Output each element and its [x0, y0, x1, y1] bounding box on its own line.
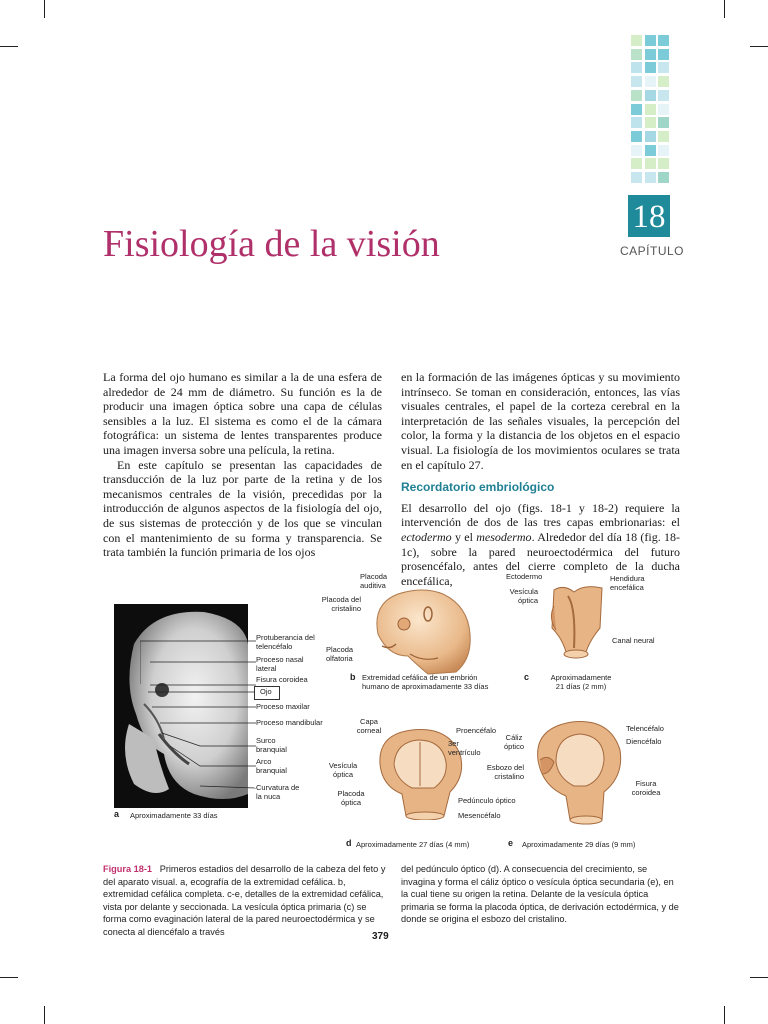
- grid-square: [658, 104, 669, 115]
- paragraph: en la formación de las imágenes ópticas y su movimiento intrínseco. Se toman en consideración, entonces, las vías visuales centrales, el papel de la corteza cerebral en la interpretación de las señales visuales, la percepción del color, la forma y la distancia de los objetos en el espacio visual. La fisiología de los movimientos oculares se trata en el capítulo 27.: [401, 370, 680, 472]
- figure-caption-right: del pedúnculo óptico (d). A consecuencia del crecimiento, se invagina y forma el cáliz óptico o vesícula óptica secundaria (e), en la cual tiene su origen la retina. Delante de la vesícula óptica primaria se forma la placoda óptica, de derivación ectodérmica, y de donde se origina el esbozo del cristalino.: [401, 864, 679, 925]
- crop-mark: [0, 46, 18, 47]
- grid-square: [631, 145, 642, 156]
- panel-letter-e: e: [508, 838, 514, 848]
- label-esbozo: Esbozo del cristalino: [486, 763, 524, 781]
- chapter-number-badge: 18: [628, 195, 670, 237]
- label-caliz-optico: Cáliz óptico: [503, 733, 524, 751]
- body-right-column: [401, 370, 680, 588]
- crop-mark: [724, 0, 725, 18]
- crop-mark: [44, 1006, 45, 1024]
- grid-square: [658, 145, 669, 156]
- optic-cup-illustration: [530, 716, 626, 826]
- label-curvatura: Curvatura de la nuca: [256, 783, 300, 801]
- panel-c-caption: Aproximadamente 21 días (2 mm): [550, 673, 612, 691]
- grid-square: [658, 158, 669, 169]
- crop-mark: [44, 0, 45, 18]
- grid-square: [645, 35, 656, 46]
- grid-square: [658, 62, 669, 73]
- grid-square: [631, 104, 642, 115]
- figure-caption-left: Figura 18-1 Primeros estadios del desarrollo de la cabeza del feto y del aparato visual. a, ecografía de la extremidad cefálica. b, extremidad cefálica completa. c-e, detalles de la extremidad cefálica, vista por delante y seccionada. La vesícula óptica primaria (c) se forma como evaginación lateral de la pared neuroectodérmica y se conecta al diencéfalo a través: [103, 864, 386, 937]
- section-heading: Recordatorio embriológico: [401, 480, 555, 495]
- grid-square: [658, 35, 669, 46]
- label-diencefalo: Diencéfalo: [626, 737, 662, 746]
- grid-square: [645, 117, 656, 128]
- body-left-column: [103, 370, 382, 560]
- paragraph: En este capítulo se presentan las capacidades de transducción de la luz por parte de la retina y de los mecanismos centrales de la visión, precedidas por la introducción de algunos aspectos de la fisiología del ojo, de sus sistemas de protección y de los que se vinculan con el mantenimiento de su forma y transparencia. Se trata también la función primaria de los ojos: [103, 457, 382, 560]
- paragraph: El desarrollo del ojo (figs. 18-1 y 18-2) requiere la intervención de dos de las tres capas embrionarias: el ectodermo y el mesodermo. Alrededor del día 18 (fig. 18-1c), sobre la pared neuroectodérmica del futuro prosencéfalo, antes del cierre completo de la ducha encefálica,: [401, 500, 681, 588]
- label-hendidura: Hendidura encefálica: [610, 574, 645, 592]
- grid-square: [645, 131, 656, 142]
- label-ectodermo: Ectodermo: [506, 572, 543, 581]
- panel-letter-d: d: [346, 838, 352, 848]
- grid-square: [631, 117, 642, 128]
- label-proceso-nasal: Proceso nasal lateral: [256, 655, 304, 673]
- leader-lines: [140, 636, 260, 806]
- grid-square: [658, 76, 669, 87]
- label-proceso-maxilar: Proceso maxilar: [256, 702, 310, 711]
- label-fisura-coroidea-a: Fisura coroidea: [256, 675, 308, 684]
- label-proencefalo: Proencéfalo: [456, 726, 497, 735]
- label-placoda-optica: Placoda óptica: [337, 789, 365, 807]
- label-fisura-coroidea-e: Fisura coroidea: [631, 779, 661, 797]
- label-vesicula-d: Vesícula óptica: [328, 761, 358, 779]
- grid-square: [631, 131, 642, 142]
- label-telencefalo: Telencéfalo: [626, 724, 664, 733]
- grid-square: [631, 90, 642, 101]
- embryo-head-illustration: [368, 584, 480, 676]
- grid-square: [645, 62, 656, 73]
- crop-mark: [750, 46, 768, 47]
- label-canal-neural: Canal neural: [612, 636, 655, 645]
- optic-vesicle-illustration: [546, 578, 610, 664]
- label-vesicula-c: Vesícula óptica: [509, 587, 538, 605]
- panel-letter-a: a: [114, 809, 120, 819]
- grid-square: [631, 35, 642, 46]
- panel-e-caption: Aproximadamente 29 días (9 mm): [522, 840, 636, 849]
- label-ojo: Ojo: [260, 687, 272, 696]
- panel-b-caption: Extremidad cefálica de un embrión humano de aproximadamente 33 días: [362, 673, 489, 691]
- label-3er-ventriculo: 3er ventrículo: [448, 739, 481, 757]
- grid-square: [645, 104, 656, 115]
- panel-letter-c: c: [524, 672, 530, 682]
- grid-square: [645, 90, 656, 101]
- label-placoda-auditiva: Placoda auditiva: [360, 572, 388, 590]
- label-pedunculo: Pedúnculo óptico: [458, 796, 516, 805]
- chapter-label: CAPÍTULO: [620, 244, 685, 258]
- grid-square: [658, 131, 669, 142]
- label-protuberancia: Protuberancia del telencéfalo: [256, 633, 315, 651]
- grid-square: [645, 76, 656, 87]
- label-proceso-mandibular: Proceso mandibular: [256, 718, 323, 727]
- grid-square: [631, 76, 642, 87]
- chapter-title: Fisiología de la visión: [103, 223, 440, 265]
- figure-number: Figura 18-1: [103, 864, 153, 874]
- panel-a-caption: Aproximadamente 33 días: [130, 811, 218, 820]
- crop-mark: [0, 977, 18, 978]
- grid-square: [658, 90, 669, 101]
- grid-square: [645, 158, 656, 169]
- label-placoda-cristalino: Placoda del cristalino: [321, 595, 361, 613]
- grid-square: [631, 62, 642, 73]
- panel-letter-b: b: [350, 672, 356, 682]
- grid-square: [658, 49, 669, 60]
- label-capa-corneal: Capa corneal: [356, 717, 382, 735]
- grid-square: [645, 145, 656, 156]
- label-surco: Surco branquial: [256, 736, 287, 754]
- label-placoda-olfatoria: Placoda olfatoria: [326, 645, 354, 663]
- grid-square: [645, 49, 656, 60]
- grid-square: [631, 49, 642, 60]
- crop-mark: [750, 977, 768, 978]
- label-arco: Arco branquial: [256, 757, 287, 775]
- page-number: 379: [372, 931, 389, 942]
- label-mesencefalo: Mesencéfalo: [458, 811, 501, 820]
- grid-square: [631, 172, 642, 183]
- grid-square: [658, 172, 669, 183]
- paragraph: La forma del ojo humano es similar a la de una esfera de alrededor de 24 mm de diámetro. Su función es la de producir una imagen óptica sobre una capa de células sensibles a la luz. El sistema es como el de la cámara fotográfica: un sistema de lentes transparentes produce una imagen inversa sobre una película, la retina.: [103, 370, 382, 457]
- grid-square: [631, 158, 642, 169]
- grid-square: [645, 172, 656, 183]
- panel-d-caption: Aproximadamente 27 días (4 mm): [356, 840, 470, 849]
- crop-mark: [724, 1006, 725, 1024]
- grid-square: [658, 117, 669, 128]
